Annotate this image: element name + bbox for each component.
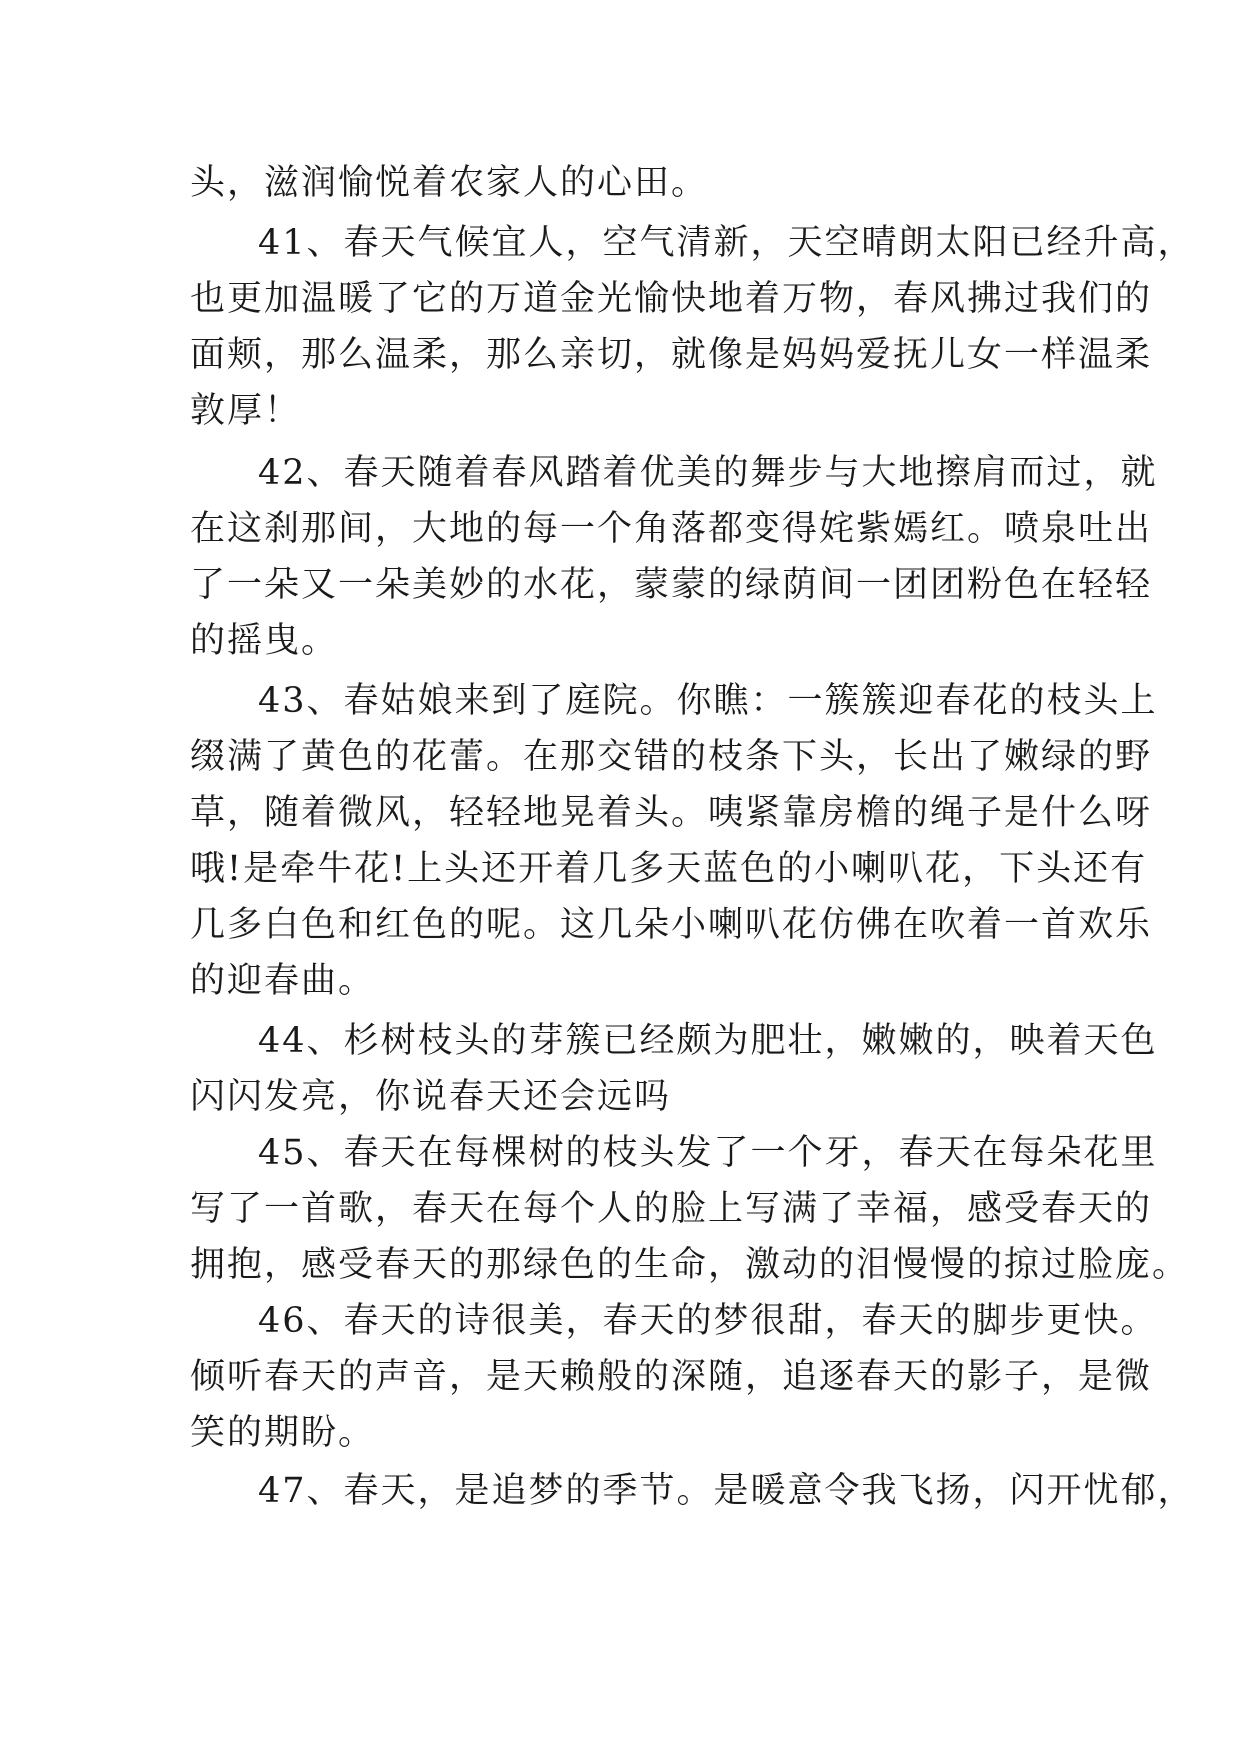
text-line: 闪闪发亮，你说春天还会远吗 xyxy=(190,1077,672,1117)
text-line: 了一朵又一朵美妙的水花，蒙蒙的绿荫间一团团粉色在轻轻 xyxy=(190,565,1153,605)
text-line: 笑的期盼。 xyxy=(190,1413,376,1453)
text-line: 哦!是牵牛花!上头还开着几多天蓝色的小喇叭花，下头还有 xyxy=(190,849,1148,889)
text-line: 几多白色和红色的呢。这几朵小喇叭花仿佛在吹着一首欢乐 xyxy=(190,905,1153,945)
text-line: 草，随着微风，轻轻地晃着头。咦紧靠房檐的绳子是什么呀 xyxy=(190,793,1153,833)
paragraph-46-start: 46、春天的诗很美，春天的梦很甜，春天的脚步更快。 xyxy=(258,1301,1158,1341)
text-line: 也更加温暖了它的万道金光愉快地着万物，春风拂过我们的 xyxy=(190,279,1153,319)
paragraph-47-start: 47、春天，是追梦的季节。是暖意令我飞扬，闪开忧郁， xyxy=(258,1471,1195,1511)
text-line: 倾听春天的声音，是天赖般的深随，追逐春天的影子，是微 xyxy=(190,1357,1153,1397)
paragraph-45-start: 45、春天在每棵树的枝头发了一个牙，春天在每朵花里 xyxy=(258,1133,1158,1173)
text-line: 的迎春曲。 xyxy=(190,961,376,1001)
text-line: 面颊，那么温柔，那么亲切，就像是妈妈爱抚儿女一样温柔 xyxy=(190,335,1153,375)
text-line: 的摇曳。 xyxy=(190,621,339,661)
paragraph-41-start: 41、春天气候宜人，空气清新，天空晴朗太阳已经升高， xyxy=(258,223,1195,263)
paragraph-43-start: 43、春姑娘来到了庭院。你瞧：一簇簇迎春花的枝头上 xyxy=(258,681,1158,721)
text-line: 写了一首歌，春天在每个人的脸上写满了幸福，感受春天的 xyxy=(190,1189,1153,1229)
text-line: 头，滋润愉悦着农家人的心田。 xyxy=(190,163,709,203)
paragraph-44-start: 44、杉树枝头的芽簇已经颇为肥壮，嫩嫩的，映着天色 xyxy=(258,1021,1158,1061)
paragraph-42-start: 42、春天随着春风踏着优美的舞步与大地擦肩而过，就 xyxy=(258,453,1158,493)
text-line: 敦厚！ xyxy=(190,391,302,431)
text-line: 拥抱，感受春天的那绿色的生命，激动的泪慢慢的掠过脸庞。 xyxy=(190,1245,1190,1285)
text-line: 缀满了黄色的花蕾。在那交错的枝条下头，长出了嫩绿的野 xyxy=(190,737,1153,777)
text-line: 在这刹那间，大地的每一个角落都变得姹紫嫣红。喷泉吐出 xyxy=(190,509,1153,549)
